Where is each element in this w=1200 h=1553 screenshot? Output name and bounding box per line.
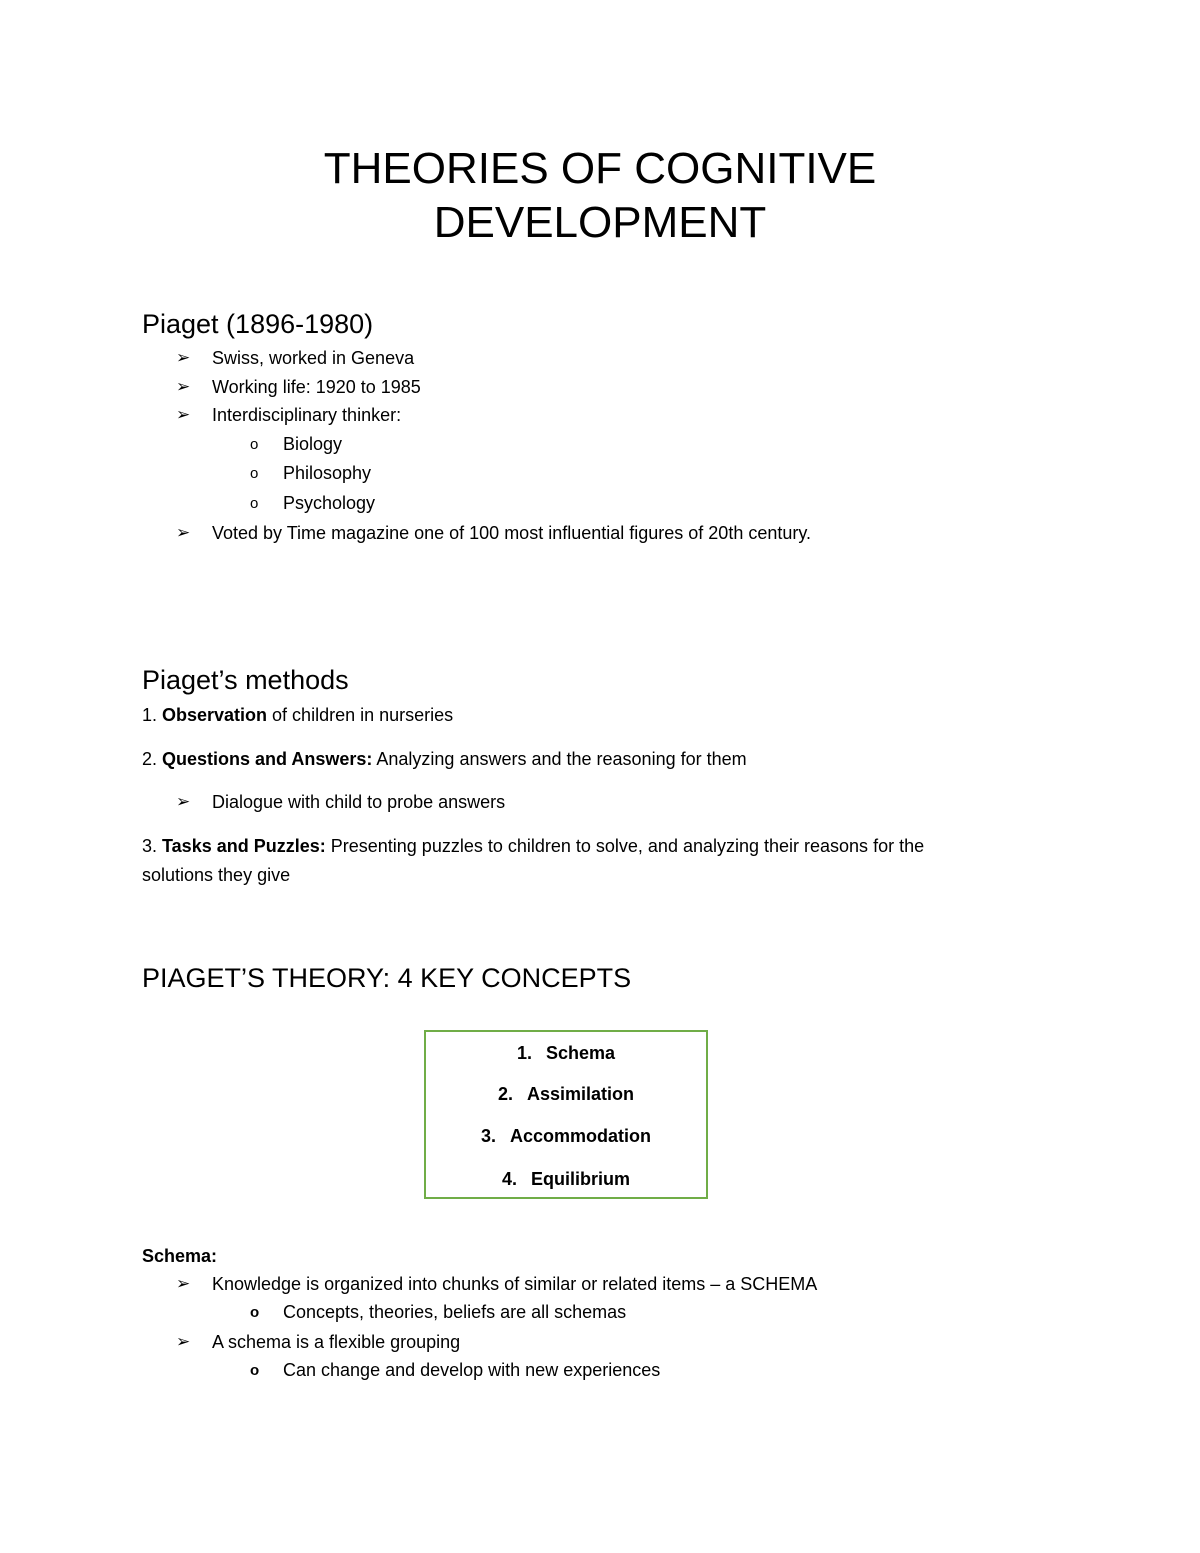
concept-3-number: 3. (480, 1126, 496, 1146)
circle-bullet-icon: o (250, 1362, 260, 1379)
piaget-subitem-1: Biology (283, 434, 343, 454)
method-2-text: Analyzing answers and the reasoning for them (372, 749, 747, 769)
method-3 (142, 835, 924, 857)
concept-3-label: Accommodation (510, 1126, 652, 1146)
arrow-bullet-icon: ➢ (176, 1274, 191, 1293)
document-title-line1: THEORIES OF COGNITIVE (323, 144, 877, 193)
arrow-bullet-icon: ➢ (176, 523, 191, 542)
piaget-bullet-3: Interdisciplinary thinker: (212, 405, 402, 425)
concept-1-number: 1. (516, 1043, 532, 1063)
arrow-bullet-icon: ➢ (176, 348, 191, 367)
method-2-number: 2. (142, 749, 163, 769)
concept-4-number: 4. (501, 1169, 517, 1189)
piaget-heading: Piaget (1896-1980) (142, 309, 374, 339)
arrow-bullet-icon: ➢ (176, 405, 191, 424)
piaget-bullet-2: Working life: 1920 to 1985 (212, 377, 421, 397)
piaget-subitem-3: Psychology (283, 493, 376, 513)
methods-heading: Piaget’s methods (142, 665, 349, 695)
concept-4-label: Equilibrium (531, 1169, 630, 1189)
arrow-bullet-icon: ➢ (176, 1332, 191, 1351)
concept-4 (426, 1168, 706, 1190)
method-2-bullet: Dialogue with child to probe answers (212, 792, 506, 812)
method-3-text: Presenting puzzles to children to solve, and analyzing their reasons for the (325, 836, 925, 856)
schema-subitem-1: Concepts, theories, beliefs are all schemas (283, 1302, 627, 1322)
concept-1 (426, 1042, 706, 1064)
circle-bullet-icon: o (250, 495, 259, 512)
concept-2 (426, 1083, 706, 1105)
schema-subitem-2: Can change and develop with new experiences (283, 1360, 661, 1380)
circle-bullet-icon: o (250, 436, 259, 453)
circle-bullet-icon: o (250, 465, 259, 482)
schema-bullet-2: A schema is a flexible grouping (212, 1332, 461, 1352)
concept-2-number: 2. (497, 1084, 513, 1104)
method-2 (142, 748, 747, 770)
method-1-number: 1. (142, 705, 163, 725)
method-3-number: 3. (142, 836, 163, 856)
piaget-bullet-1: Swiss, worked in Geneva (212, 348, 415, 368)
method-1 (142, 704, 453, 726)
concept-3 (426, 1125, 706, 1147)
piaget-bullet-4: Voted by Time magazine one of 100 most influential figures of 20th century. (212, 523, 812, 543)
key-concepts-box (424, 1030, 708, 1199)
method-1-text: of children in nurseries (267, 705, 454, 725)
piaget-subitem-2: Philosophy (283, 463, 372, 483)
method-1-title: Observation (162, 705, 268, 725)
method-3-text-continued: solutions they give (142, 865, 291, 885)
document-title-line2: DEVELOPMENT (433, 198, 767, 247)
schema-heading: Schema: (142, 1246, 218, 1266)
arrow-bullet-icon: ➢ (176, 377, 191, 396)
concept-2-label: Assimilation (526, 1084, 635, 1104)
method-3-title: Tasks and Puzzles: (162, 836, 326, 856)
arrow-bullet-icon: ➢ (176, 792, 191, 811)
concept-1-label: Schema (545, 1043, 616, 1063)
circle-bullet-icon: o (250, 1304, 260, 1321)
theory-heading: PIAGET’S THEORY: 4 KEY CONCEPTS (142, 963, 632, 993)
schema-bullet-1: Knowledge is organized into chunks of similar or related items – a SCHEMA (212, 1274, 818, 1294)
method-2-title: Questions and Answers: (162, 749, 373, 769)
